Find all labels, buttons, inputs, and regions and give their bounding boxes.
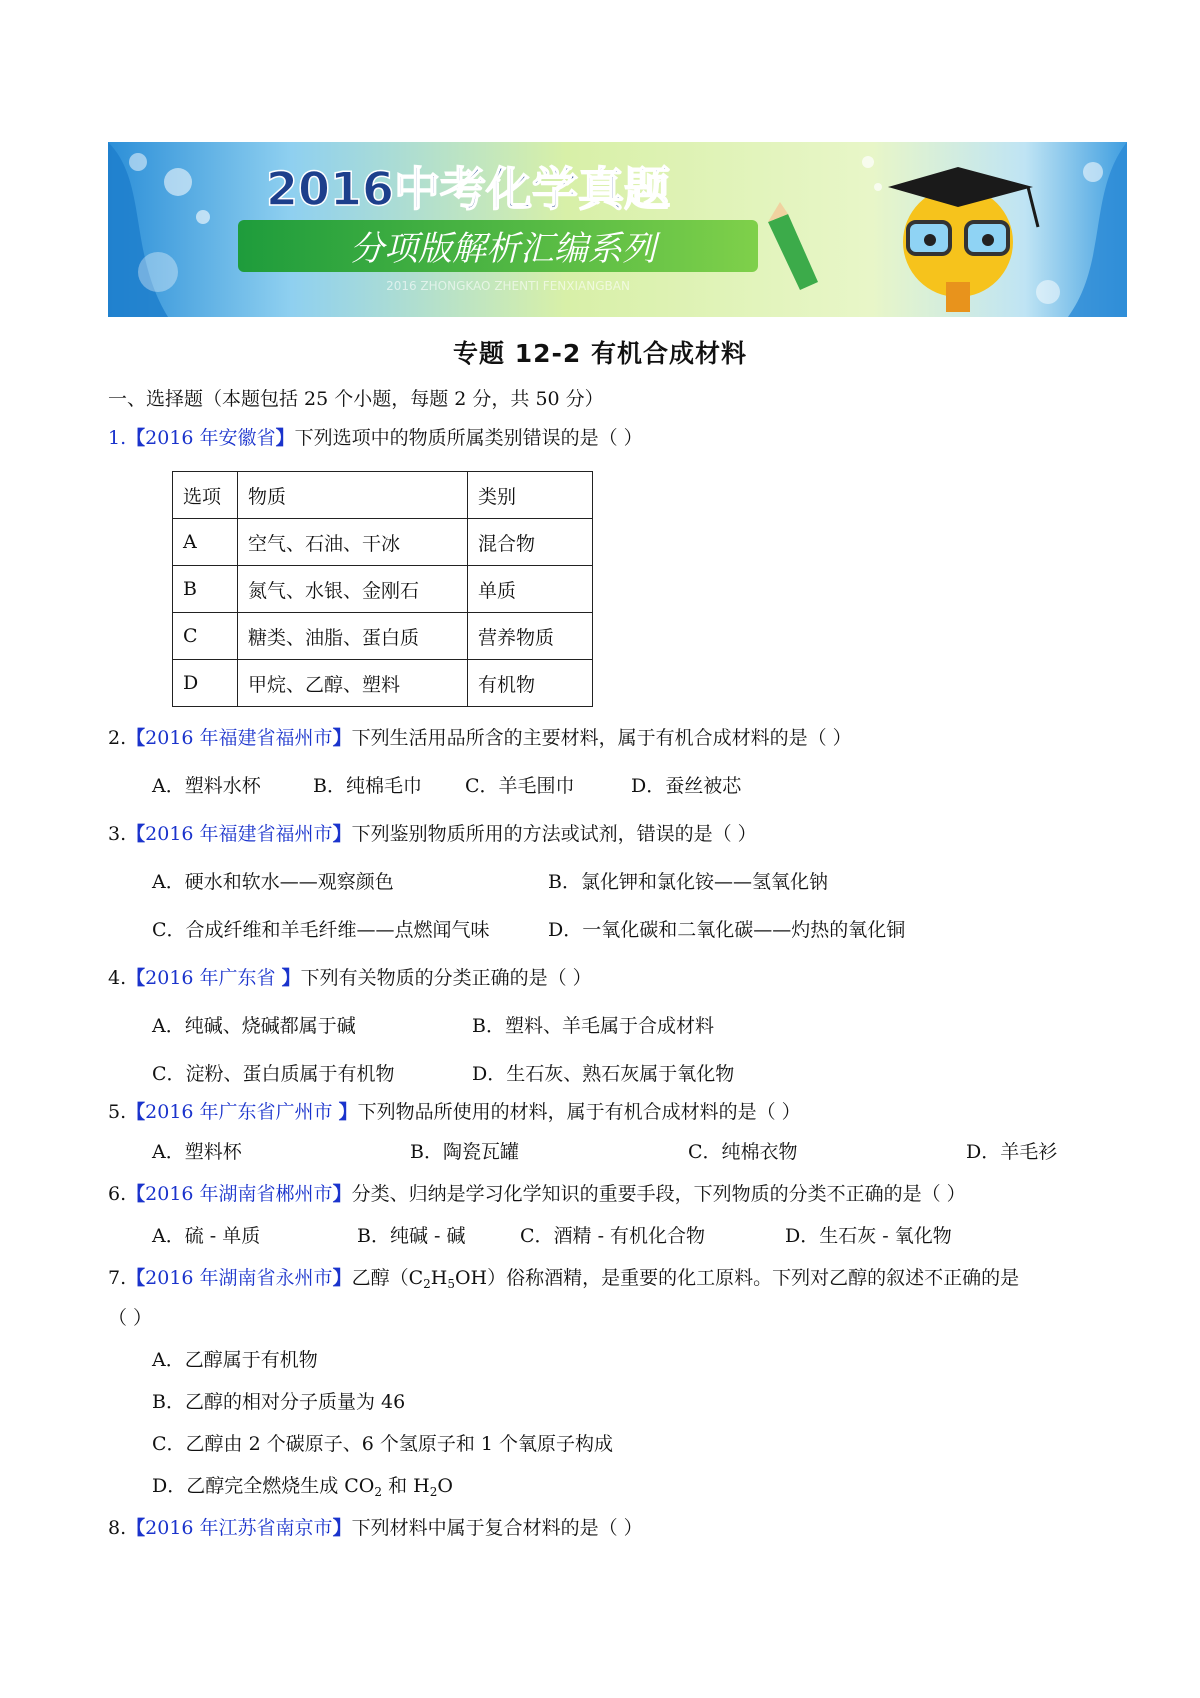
- table-cell: 混合物: [468, 519, 593, 566]
- table-cell: 糖类、油脂、蛋白质: [238, 613, 468, 660]
- question-number: 6.: [108, 1183, 127, 1205]
- option-b: B．陶瓷瓦罐: [410, 1141, 519, 1163]
- section-heading: 一、选择题（本题包括 25 个小题，每题 2 分，共 50 分）: [108, 388, 604, 410]
- table-row: [173, 566, 593, 613]
- banner-graphic: [108, 142, 1127, 317]
- subscript: 5: [447, 1277, 455, 1291]
- source-bracket-close: 】: [338, 1101, 358, 1123]
- question-4: [108, 966, 592, 990]
- option-c: C．乙醇由 2 个碳原子、6 个氢原子和 1 个氧原子构成: [152, 1433, 614, 1455]
- question-stem: 下列生活用品所含的主要材料，属于有机合成材料的是（ ）: [351, 727, 852, 749]
- question-source: 2016 年江苏省南京市: [145, 1517, 333, 1539]
- source-bracket-open: 【: [126, 1267, 146, 1289]
- banner-image: [108, 142, 1127, 317]
- table-header-cell: 类别: [468, 472, 593, 519]
- question-source: 2016 年湖南省郴州市: [145, 1183, 333, 1205]
- question-2: [108, 726, 852, 750]
- option-a: A．硫 - 单质: [152, 1225, 261, 1247]
- question-8: [108, 1516, 643, 1540]
- table-cell: 甲烷、乙醇、塑料: [238, 660, 468, 707]
- option-d: D．一氧化碳和二氧化碳——灼热的氧化铜: [548, 919, 906, 941]
- option-part: D．乙醇完全燃烧生成 CO: [152, 1475, 375, 1497]
- option-b: B．纯碱 - 碱: [357, 1225, 466, 1247]
- subscript: 2: [429, 1485, 438, 1499]
- option-part: 和 H: [382, 1475, 430, 1497]
- question-stem: [352, 1267, 1020, 1289]
- source-bracket-close: 】: [281, 967, 301, 989]
- table-header-cell: 选项: [173, 472, 238, 519]
- question-source: 2016 年福建省福州市: [145, 727, 333, 749]
- table-cell: 有机物: [468, 660, 593, 707]
- question-source: 2016 年广东省广州市: [145, 1101, 339, 1123]
- subscript: 2: [423, 1277, 431, 1291]
- option-a: A．塑料水杯: [152, 775, 261, 797]
- option-d: D．生石灰、熟石灰属于氧化物: [472, 1063, 735, 1085]
- question-source: 2016 年广东省: [145, 967, 282, 989]
- source-bracket-open: 【: [126, 727, 146, 749]
- option-b: B．塑料、羊毛属于合成材料: [472, 1015, 714, 1037]
- table-cell: A: [173, 519, 238, 566]
- table-cell: B: [173, 566, 238, 613]
- table-row: [173, 660, 593, 707]
- question-stem: 下列材料中属于复合材料的是（ ）: [351, 1517, 643, 1539]
- source-bracket-open: 【: [126, 823, 146, 845]
- question-1: [108, 426, 643, 450]
- table-row: [173, 519, 593, 566]
- source-bracket-open: 【: [126, 1183, 146, 1205]
- source-bracket-open: 【: [126, 967, 146, 989]
- table-cell: 单质: [468, 566, 593, 613]
- source-bracket-close: 】: [332, 727, 352, 749]
- source-bracket-open: 【: [126, 1101, 146, 1123]
- option-part: O: [437, 1475, 453, 1497]
- question-stem: 下列选项中的物质所属类别错误的是（ ）: [294, 427, 643, 449]
- question-7: [108, 1266, 1019, 1290]
- stem-part: 乙醇（C: [351, 1267, 424, 1289]
- table-cell: D: [173, 660, 238, 707]
- question-number: 7.: [108, 1267, 127, 1289]
- question-5: [108, 1100, 801, 1124]
- question-stem: 分类、归纳是学习化学知识的重要手段，下列物质的分类不正确的是（ ）: [351, 1183, 966, 1205]
- option-b: B．氯化钾和氯化铵——氢氧化钠: [548, 871, 828, 893]
- q1-options-table: [172, 471, 593, 707]
- table-header-cell: 物质: [238, 472, 468, 519]
- option-c: C．酒精 - 有机化合物: [520, 1225, 706, 1247]
- option-c: C．纯棉衣物: [688, 1141, 798, 1163]
- source-bracket-close: 】: [332, 1267, 352, 1289]
- option-a: A．乙醇属于有机物: [152, 1349, 318, 1371]
- option-d: [152, 1474, 453, 1498]
- option-d: D．蚕丝被芯: [631, 775, 742, 797]
- question-stem: 下列有关物质的分类正确的是（ ）: [300, 967, 592, 989]
- question-3: [108, 822, 757, 846]
- source-bracket-close: 】: [332, 1183, 352, 1205]
- option-c: C．合成纤维和羊毛纤维——点燃闻气味: [152, 919, 490, 941]
- banner-subtitle: 分项版解析汇编系列: [350, 229, 656, 269]
- banner-title: 2016中考化学真题: [265, 162, 671, 216]
- question-stem-continuation: （ ）: [108, 1307, 153, 1329]
- question-number: 2.: [108, 727, 127, 749]
- question-6: [108, 1182, 966, 1206]
- option-b: B．纯棉毛巾: [313, 775, 422, 797]
- question-stem: 下列鉴别物质所用的方法或试剂，错误的是（ ）: [351, 823, 757, 845]
- option-c: C．羊毛围巾: [465, 775, 575, 797]
- subscript: 2: [374, 1485, 383, 1499]
- question-source: 2016 年福建省福州市: [145, 823, 333, 845]
- question-number: 4.: [108, 967, 127, 989]
- source-bracket-open: 【: [126, 1517, 146, 1539]
- source-bracket-close: 】: [332, 1517, 352, 1539]
- option-a: A．硬水和软水——观察颜色: [152, 871, 394, 893]
- table-cell: 空气、石油、干冰: [238, 519, 468, 566]
- stem-part: H: [430, 1267, 448, 1289]
- table-cell: C: [173, 613, 238, 660]
- document-title: 专题 12-2 有机合成材料: [453, 339, 747, 368]
- banner-watermark: 2016 ZHONGKAO ZHENTI FENXIANGBAN: [386, 279, 630, 293]
- question-source: 2016 年安徽省: [145, 427, 276, 449]
- question-number: 5.: [108, 1101, 127, 1123]
- option-b: B．乙醇的相对分子质量为 46: [152, 1391, 406, 1413]
- question-stem: 下列物品所使用的材料，属于有机合成材料的是（ ）: [357, 1101, 801, 1123]
- question-number: 3.: [108, 823, 127, 845]
- question-number: 8.: [108, 1517, 127, 1539]
- option-a: A．纯碱、烧碱都属于碱: [152, 1015, 356, 1037]
- question-source: 2016 年湖南省永州市: [145, 1267, 333, 1289]
- table-cell: 营养物质: [468, 613, 593, 660]
- source-bracket-open: 【: [126, 427, 146, 449]
- option-c: C．淀粉、蛋白质属于有机物: [152, 1063, 395, 1085]
- question-number: 1.: [108, 427, 127, 449]
- table-header-row: [173, 472, 593, 519]
- option-d: D．羊毛衫: [966, 1141, 1058, 1163]
- option-d: D．生石灰 - 氧化物: [785, 1225, 952, 1247]
- source-bracket-close: 】: [332, 823, 352, 845]
- table-cell: 氮气、水银、金刚石: [238, 566, 468, 613]
- option-a: A．塑料杯: [152, 1141, 242, 1163]
- table-row: [173, 613, 593, 660]
- stem-part: OH）俗称酒精，是重要的化工原料。下列对乙醇的叙述不正确的是: [454, 1267, 1020, 1289]
- source-bracket-close: 】: [275, 427, 295, 449]
